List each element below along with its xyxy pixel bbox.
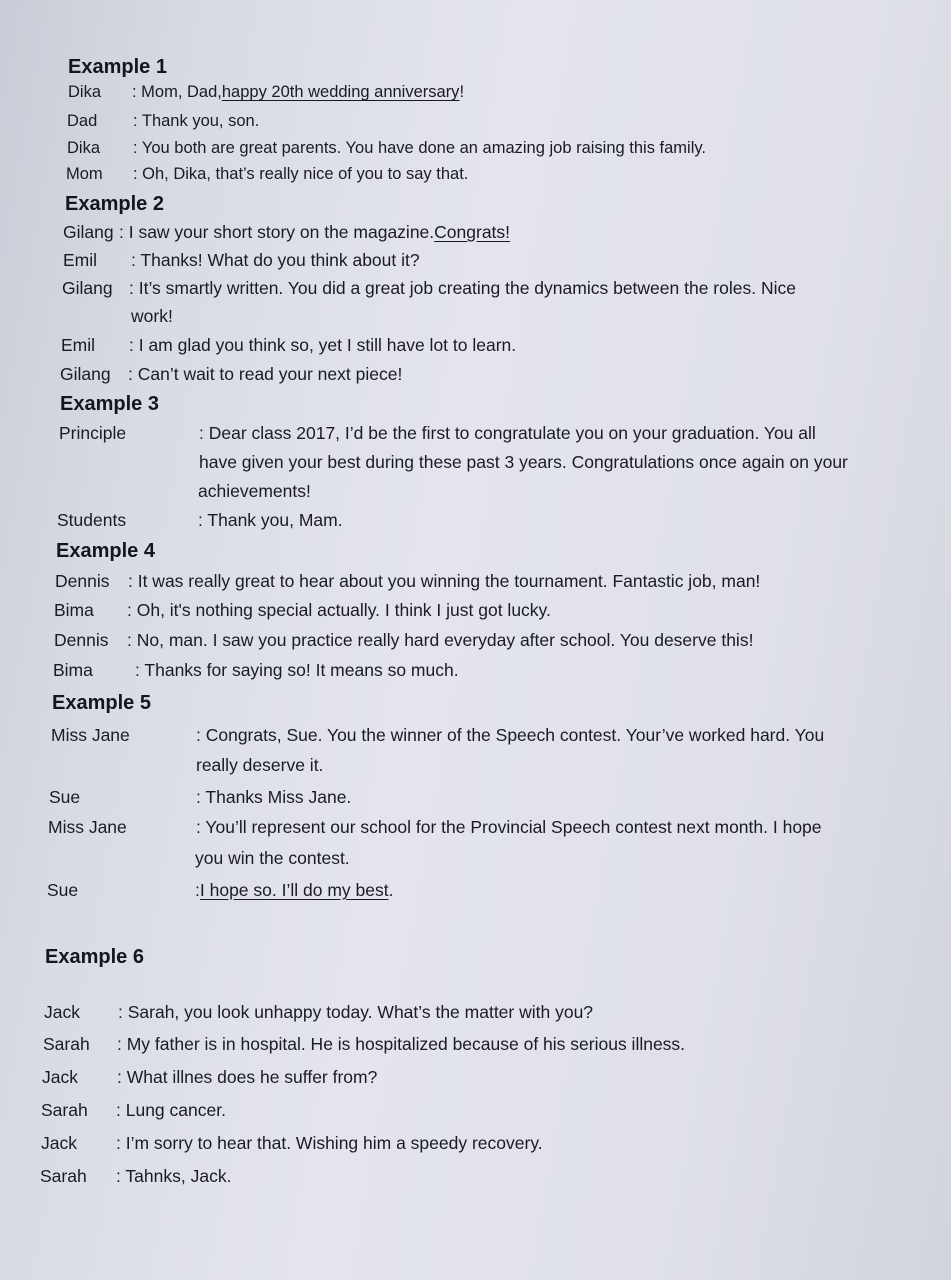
dialogue-line <box>57 510 343 531</box>
dialogue-line <box>63 222 510 243</box>
dialogue-line <box>41 1100 226 1121</box>
dialogue-text: : Can’t wait to read your next piece! <box>128 364 403 384</box>
speaker-name: Emil <box>61 335 96 355</box>
speaker-name: Miss Jane <box>48 817 127 837</box>
underlined-text: I hope so. I’ll do my best <box>199 880 389 900</box>
speaker-name: Jack <box>42 1067 78 1087</box>
dialogue-text: : It was really great to hear about you winning the tournament. Fantastic job, man! <box>128 571 761 591</box>
dialogue-line <box>55 571 760 592</box>
dialogue-line <box>62 278 796 299</box>
underlined-text: Congrats! <box>434 222 511 242</box>
dialogue-line <box>51 725 824 746</box>
dialogue-line <box>68 83 464 102</box>
speaker-name: Dika <box>67 139 101 157</box>
speaker-name: Sarah <box>41 1100 88 1120</box>
dialogue-line <box>54 600 551 621</box>
example-2-heading: Example 2 <box>65 193 164 215</box>
dialogue-text: : Oh, it's nothing special actually. I think I just got lucky. <box>127 600 551 620</box>
speaker-name: Gilang <box>62 278 113 298</box>
dialogue-line <box>61 335 516 356</box>
speaker-name: Sue <box>47 880 79 900</box>
dialogue-line <box>48 817 822 838</box>
dialogue-text: : <box>195 880 200 900</box>
dialogue-text: : Thanks for saying so! It means so much. <box>135 660 459 680</box>
dialogue-text: : Congrats, Sue. You the winner of the Speech contest. Your’ve worked hard. You <box>196 725 825 745</box>
dialogue-text: : I am glad you think so, yet I still have lot to learn. <box>129 335 517 355</box>
speaker-name: Miss Jane <box>51 725 130 745</box>
dialogue-text: : You’ll represent our school for the Provincial Speech contest next month. I hope <box>196 817 822 837</box>
dialogue-text: : No, man. I saw you practice really hard everyday after school. You deserve this! <box>127 630 754 650</box>
dialogue-text: : Oh, Dika, that’s really nice of you to say that. <box>133 165 469 183</box>
speaker-name: Jack <box>44 1002 80 1022</box>
dialogue-text: : Thank you, son. <box>133 112 260 130</box>
dialogue-continuation: you win the contest. <box>195 848 350 868</box>
dialogue-continuation: work! <box>131 306 173 326</box>
dialogue-text: : Dear class 2017, I’d be the first to congratulate you on your graduation. You all <box>199 423 816 443</box>
speaker-name: Bima <box>53 660 93 680</box>
dialogue-line <box>53 660 459 681</box>
dialogue-text: : I’m sorry to hear that. Wishing him a speedy recovery. <box>116 1133 543 1153</box>
underlined-text: happy 20th wedding anniversary <box>221 83 460 101</box>
dialogue-line <box>41 1133 543 1154</box>
speaker-name: Dennis <box>54 630 109 650</box>
dialogue-line <box>54 630 753 651</box>
example-3-heading: Example 3 <box>60 393 159 415</box>
dialogue-line <box>49 787 351 808</box>
dialogue-text: : You both are great parents. You have done an amazing job raising this family. <box>133 139 706 157</box>
example-4-heading: Example 4 <box>56 540 155 562</box>
dialogue-text: : Lung cancer. <box>116 1100 226 1120</box>
dialogue-text: : It’s smartly written. You did a great job creating the dynamics between the roles. Nice <box>129 278 796 298</box>
dialogue-continuation: achievements! <box>198 481 311 501</box>
speaker-name: Dika <box>68 83 102 101</box>
dialogue-text: : What illnes does he suffer from? <box>117 1067 378 1087</box>
dialogue-continuation: really deserve it. <box>196 755 324 775</box>
speaker-name: Dennis <box>55 571 110 591</box>
dialogue-line <box>43 1034 685 1055</box>
speaker-name: Gilang <box>63 222 114 242</box>
speaker-name: Jack <box>41 1133 77 1153</box>
dialogue-text: : Sarah, you look unhappy today. What’s the matter with you? <box>118 1002 594 1022</box>
speaker-name: Students <box>57 510 127 530</box>
speaker-name: Sarah <box>40 1166 87 1186</box>
dialogue-tail: . <box>388 880 394 900</box>
dialogue-continuation: have given your best during these past 3 years. Congratulations once again on your <box>199 452 848 472</box>
speaker-name: Sue <box>49 787 81 807</box>
speaker-name: Principle <box>59 423 127 443</box>
dialogue-text: : My father is in hospital. He is hospitalized because of his serious illness. <box>117 1034 686 1054</box>
dialogue-text: : I saw your short story on the magazine. <box>119 222 435 242</box>
dialogue-line <box>67 112 259 131</box>
dialogue-text: : Tahnks, Jack. <box>116 1166 232 1186</box>
dialogue-line <box>44 1002 593 1023</box>
dialogue-line <box>47 880 393 901</box>
dialogue-line <box>42 1067 377 1088</box>
dialogue-text: : Mom, Dad, <box>132 83 222 101</box>
speaker-name: Mom <box>66 165 103 183</box>
example-6-heading: Example 6 <box>45 946 144 968</box>
dialogue-line <box>40 1166 231 1187</box>
example-1-heading: Example 1 <box>68 56 167 78</box>
example-5-heading: Example 5 <box>52 692 151 714</box>
dialogue-line <box>63 250 420 271</box>
dialogue-text: : Thanks Miss Jane. <box>196 787 352 807</box>
speaker-name: Gilang <box>60 364 111 384</box>
speaker-name: Dad <box>67 112 98 130</box>
dialogue-tail: ! <box>459 83 465 101</box>
dialogue-line <box>67 139 706 158</box>
speaker-name: Emil <box>63 250 98 270</box>
speaker-name: Sarah <box>43 1034 90 1054</box>
dialogue-line <box>66 165 468 184</box>
dialogue-line <box>60 364 402 385</box>
speaker-name: Bima <box>54 600 94 620</box>
dialogue-line <box>59 423 816 444</box>
dialogue-text: : Thanks! What do you think about it? <box>131 250 420 270</box>
dialogue-text: : Thank you, Mam. <box>198 510 343 530</box>
